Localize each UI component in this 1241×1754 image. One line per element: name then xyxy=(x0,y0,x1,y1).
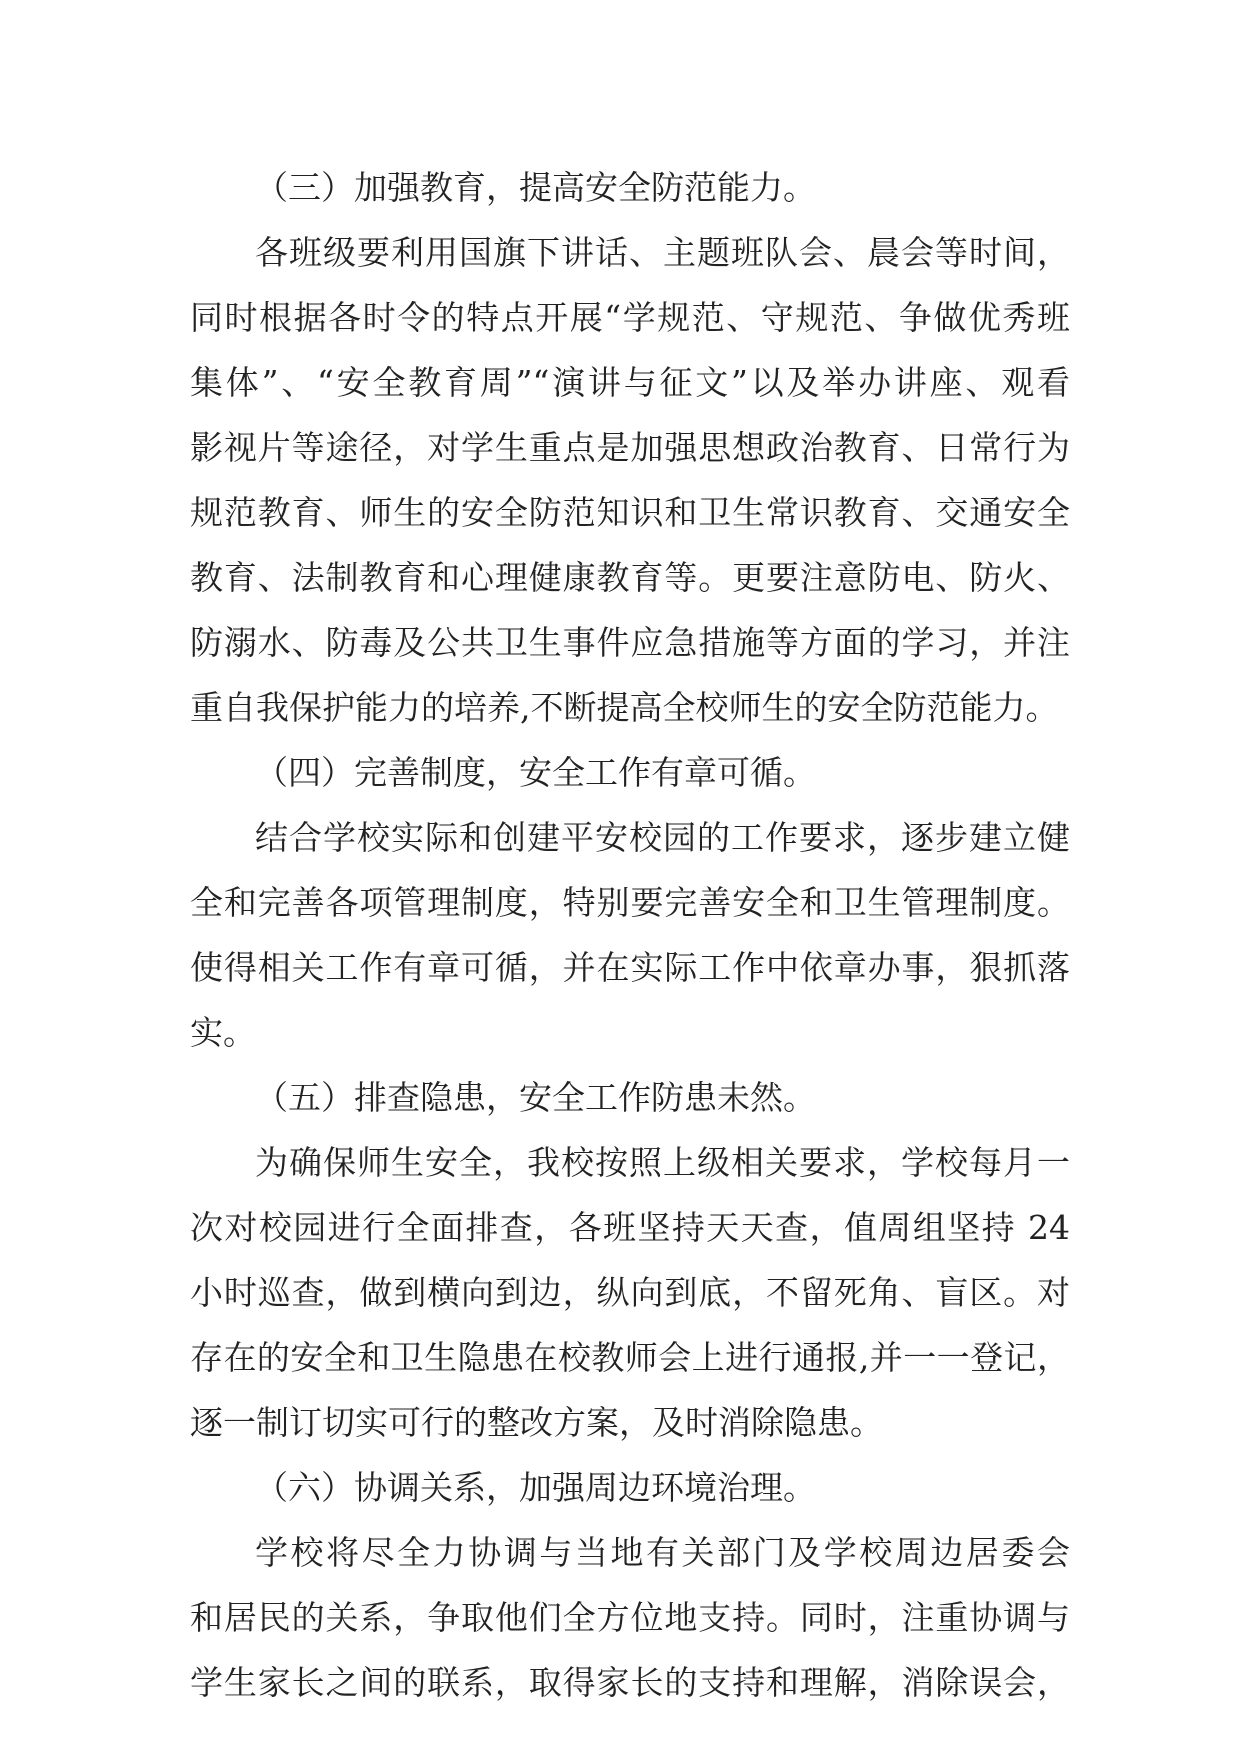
paragraph-line: 逐一制订切实可行的整改方案，及时消除隐患。 xyxy=(190,1403,883,1442)
paragraph-line: 小时巡查，做到横向到边，纵向到底，不留死角、盲区。对 xyxy=(190,1273,1070,1312)
paragraph-line: 次对校园进行全面排查，各班坚持天天查，值周组坚持 24 xyxy=(190,1208,1070,1247)
paragraph-line: 实。 xyxy=(190,1013,256,1052)
paragraph-line: 和居民的关系，争取他们全方位地支持。同时，注重协调与 xyxy=(190,1598,1070,1637)
paragraph-line: 规范教育、师生的安全防范知识和卫生常识教育、交通安全 xyxy=(190,493,1070,532)
paragraph-line: 使得相关工作有章可循，并在实际工作中依章办事，狠抓落 xyxy=(190,948,1070,987)
paragraph-line: 防溺水、防毒及公共卫生事件应急措施等方面的学习，并注 xyxy=(190,623,1070,662)
paragraph-line: 学生家长之间的联系，取得家长的支持和理解，消除误会， xyxy=(190,1663,1070,1702)
document-body xyxy=(190,155,1070,1715)
section-heading-5: （五）排查隐患，安全工作防患未然。 xyxy=(255,1078,816,1117)
paragraph-line: 全和完善各项管理制度，特别要完善安全和卫生管理制度。 xyxy=(190,883,1070,922)
paragraph-line: 同时根据各时令的特点开展“学规范、守规范、争做优秀班 xyxy=(190,298,1070,337)
section-heading-4: （四）完善制度，安全工作有章可循。 xyxy=(255,753,816,792)
paragraph-line: 学校将尽全力协调与当地有关部门及学校周边居委会 xyxy=(255,1533,1070,1572)
section-heading-3: （三）加强教育，提高安全防范能力。 xyxy=(255,168,816,207)
paragraph-line: 影视片等途径，对学生重点是加强思想政治教育、日常行为 xyxy=(190,428,1070,467)
paragraph-line: 结合学校实际和创建平安校园的工作要求，逐步建立健 xyxy=(255,818,1070,857)
paragraph-line: 重自我保护能力的培养,不断提高全校师生的安全防范能力。 xyxy=(190,688,1059,727)
paragraph-line: 教育、法制教育和心理健康教育等。更要注意防电、防火、 xyxy=(190,558,1070,597)
section-heading-6: （六）协调关系，加强周边环境治理。 xyxy=(255,1468,816,1507)
paragraph-line: 集体”、“安全教育周”“演讲与征文”以及举办讲座、观看 xyxy=(190,363,1070,402)
paragraph-line: 各班级要利用国旗下讲话、主题班队会、晨会等时间， xyxy=(255,233,1070,272)
paragraph-line: 存在的安全和卫生隐患在校教师会上进行通报,并一一登记， xyxy=(190,1338,1070,1377)
paragraph-line: 为确保师生安全，我校按照上级相关要求，学校每月一 xyxy=(255,1143,1070,1182)
